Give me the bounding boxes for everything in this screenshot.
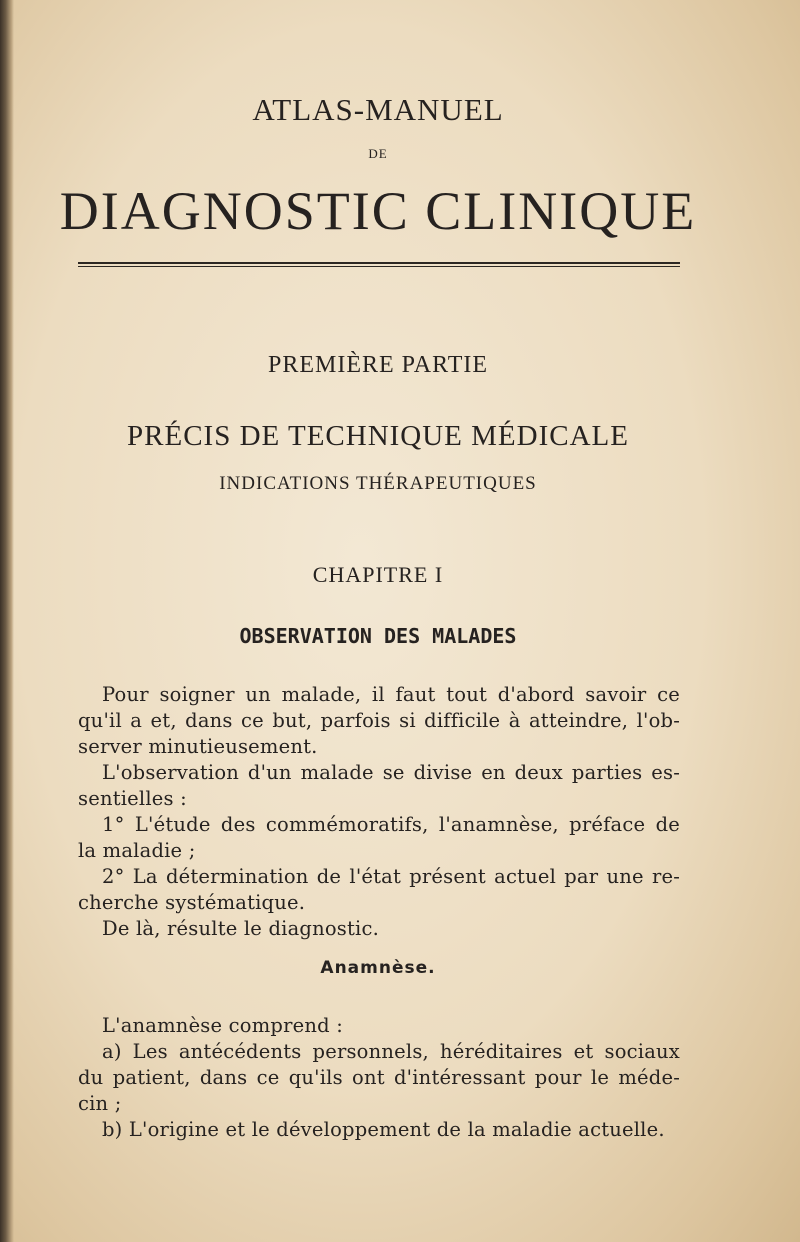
text-line: la maladie ; (78, 839, 196, 862)
text-line: server minutieusement. (78, 735, 318, 758)
text-line: 1° L'étude des commémoratifs, l'anamnèse, préface de (102, 813, 680, 836)
text-line: L'observation d'un malade se divise en deux parties es- (102, 761, 680, 784)
part-title: PRÉCIS DE TECHNIQUE MÉDICALE (127, 420, 629, 452)
part-subtitle: INDICATIONS THÉRAPEUTIQUES (219, 473, 537, 494)
text-line: De là, résulte le diagnostic. (102, 917, 379, 940)
chapter-title: OBSERVATION DES MALADES (239, 624, 517, 648)
text-line: 2° La détermination de l'état présent actuel par une re- (102, 865, 680, 888)
part-label: PREMIÈRE PARTIE (267, 352, 489, 378)
title-line-atlas-manuel: ATLAS-MANUEL (252, 92, 504, 127)
text-line: L'anamnèse comprend : (102, 1014, 343, 1037)
text-line: cin ; (78, 1092, 122, 1115)
text-line: qu'il a et, dans ce but, parfois si difficile à atteindre, l'ob- (78, 709, 680, 732)
section-title-anamnese: Anamnèse. (320, 958, 436, 978)
chapter-label: CHAPITRE I (312, 562, 444, 587)
text-line: b) L'origine et le développement de la maladie actuelle. (102, 1118, 665, 1141)
anamnese-text (78, 1013, 680, 1143)
text-line: du patient, dans ce qu'ils ont d'intéressant pour le méde- (78, 1066, 680, 1089)
text-line: cherche systématique. (78, 891, 306, 914)
title-rule (78, 262, 680, 264)
text-line: a) Les antécédents personnels, héréditaires et sociaux (102, 1040, 680, 1063)
text-line: sentielles : (78, 787, 187, 810)
body-text (78, 682, 680, 942)
main-title: DIAGNOSTIC CLINIQUE (59, 181, 697, 241)
title-rule-thin (78, 266, 680, 267)
title-line-de: DE (368, 146, 388, 161)
text-line: Pour soigner un malade, il faut tout d'abord savoir ce (102, 683, 680, 706)
